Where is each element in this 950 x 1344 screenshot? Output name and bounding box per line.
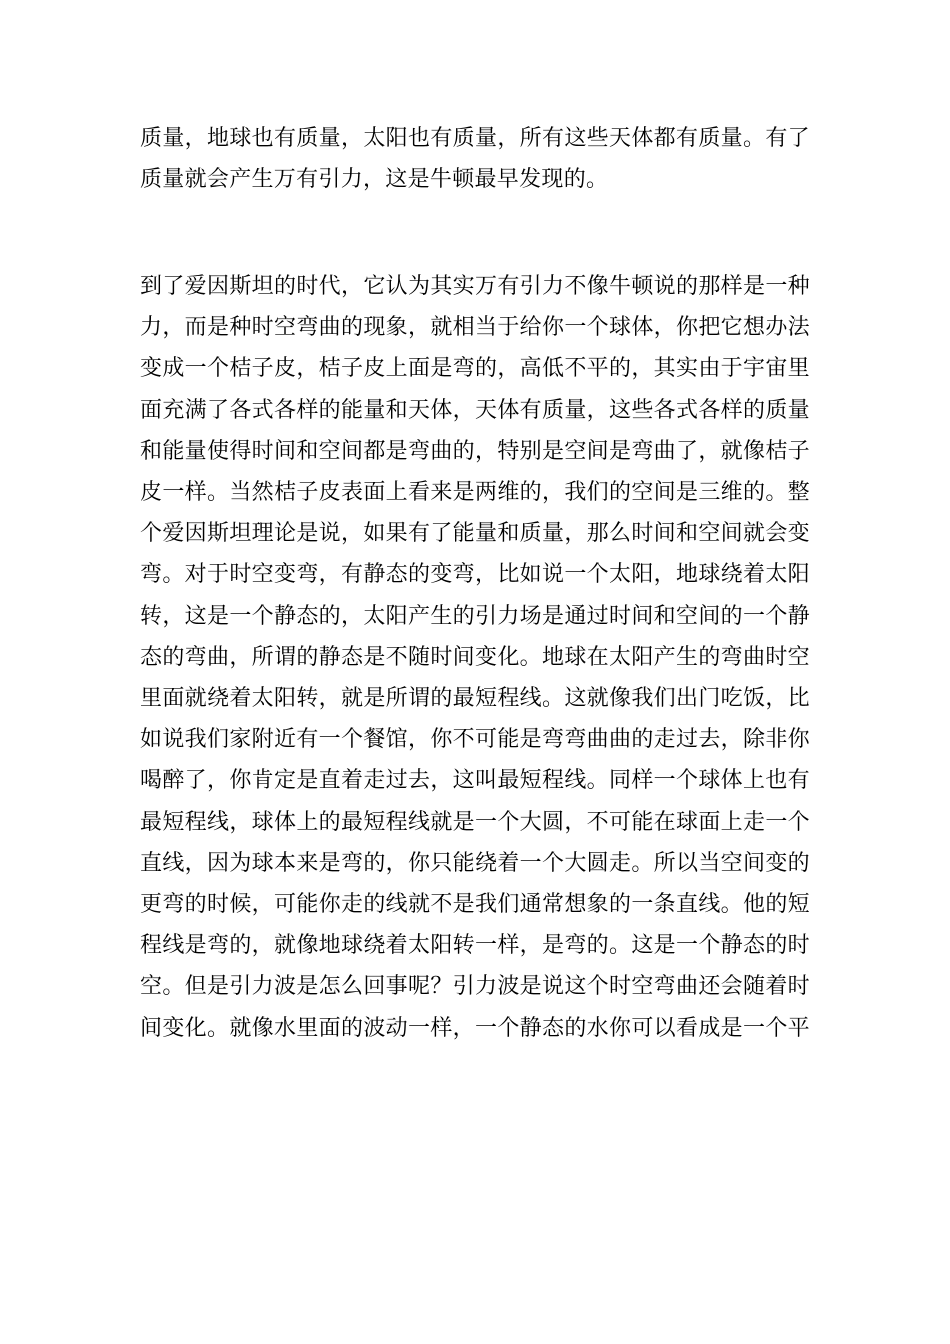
text-line: 里面就绕着太阳转，就是所谓的最短程线。这就像我们出门吃饭，比 (140, 686, 810, 712)
paragraph-2 (140, 266, 810, 1049)
text-line: 最短程线，球体上的最短程线就是一个大圆，不可能在球面上走一个 (140, 809, 810, 835)
text-line: 程线是弯的，就像地球绕着太阳转一样，是弯的。这是一个静态的时 (140, 933, 810, 959)
text-line: 变成一个桔子皮，桔子皮上面是弯的，高低不平的，其实由于宇宙里 (140, 356, 810, 382)
text-line: 转，这是一个静态的，太阳产生的引力场是通过时间和空间的一个静 (140, 603, 810, 629)
text-line: 皮一样。当然桔子皮表面上看来是两维的，我们的空间是三维的。整 (140, 480, 810, 506)
text-line: 弯。对于时空变弯，有静态的变弯，比如说一个太阳，地球绕着太阳 (140, 562, 810, 588)
text-line: 直线，因为球本来是弯的，你只能绕着一个大圆走。所以当空间变的 (140, 850, 810, 876)
text-line: 态的弯曲，所谓的静态是不随时间变化。地球在太阳产生的弯曲时空 (140, 644, 810, 670)
paragraph-1 (140, 118, 810, 200)
text-line: 到了爱因斯坦的时代，它认为其实万有引力不像牛顿说的那样是一种 (140, 274, 810, 299)
text-line: 个爱因斯坦理论是说，如果有了能量和质量，那么时间和空间就会变 (140, 521, 810, 547)
text-line: 空。但是引力波是怎么回事呢？引力波是说这个时空弯曲还会随着时 (140, 974, 810, 1000)
text-line: 质量，地球也有质量，太阳也有质量，所有这些天体都有质量。有了 (140, 126, 810, 151)
text-line: 如说我们家附近有一个餐馆，你不可能是弯弯曲曲的走过去，除非你 (140, 727, 810, 753)
text-line: 面充满了各式各样的能量和天体，天体有质量，这些各式各样的质量 (140, 397, 810, 423)
text-line: 更弯的时候，可能你走的线就不是我们通常想象的一条直线。他的短 (140, 892, 810, 918)
text-line: 和能量使得时间和空间都是弯曲的，特别是空间是弯曲了，就像桔子 (140, 438, 810, 464)
text-line: 间变化。就像水里面的波动一样，一个静态的水你可以看成是一个平 (140, 1015, 810, 1041)
text-line: 力，而是种时空弯曲的现象，就相当于给你一个球体，你把它想办法 (140, 315, 810, 341)
text-line: 质量就会产生万有引力，这是牛顿最早发现的。 (140, 167, 609, 193)
text-line: 喝醉了，你肯定是直着走过去，这叫最短程线。同样一个球体上也有 (140, 768, 810, 794)
